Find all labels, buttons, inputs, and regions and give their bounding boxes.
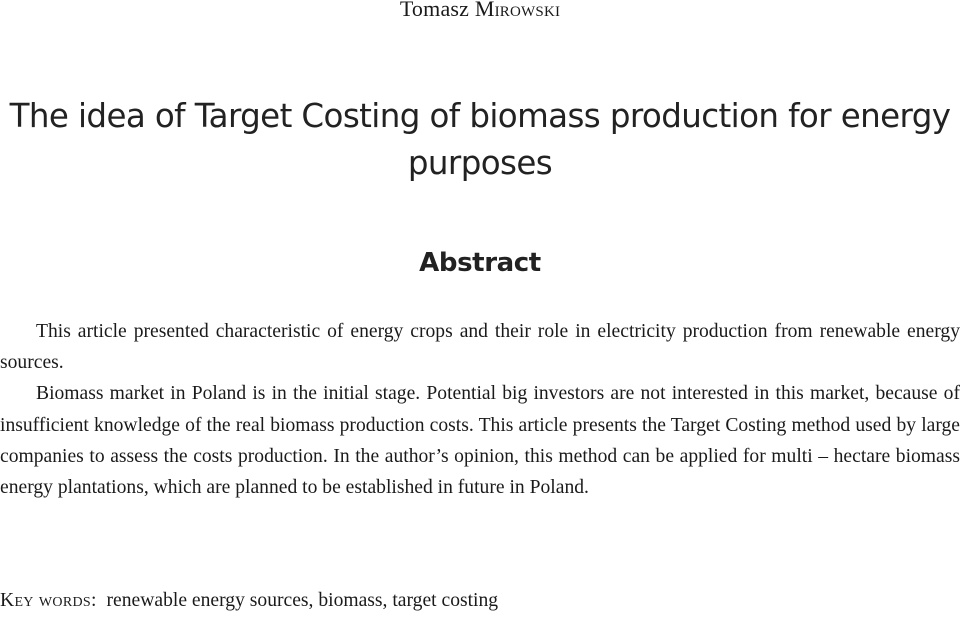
author-first-name: Tomasz [399, 0, 470, 21]
author-line [0, 0, 960, 22]
abstract-body [0, 316, 960, 503]
abstract-paragraph-2: Biomass market in Poland is in the initial stage. Potential big investors are not interested in this market, because of insufficient knowledge of the real biomass production costs. This article presents the Target Costing method used by large companies to assess the costs production. In the author’s opinion, this method can be applied for multi – hectare biomass energy plantations, which are planned to be established in future in Poland. [0, 383, 960, 499]
paper-title: The idea of Target Costing of biomass production for energy purposes [9, 97, 951, 182]
abstract-paragraph-1: This article presented characteristic of energy crops and their role in electricity production from renewable energy sources. [0, 321, 960, 374]
abstract-heading: Abstract [419, 248, 541, 278]
keywords-value: renewable energy sources, biomass, target costing [106, 590, 499, 611]
keywords-label: Key words: [0, 590, 97, 611]
keywords-line [0, 590, 960, 612]
author-last-name: Mirowski [474, 0, 561, 21]
